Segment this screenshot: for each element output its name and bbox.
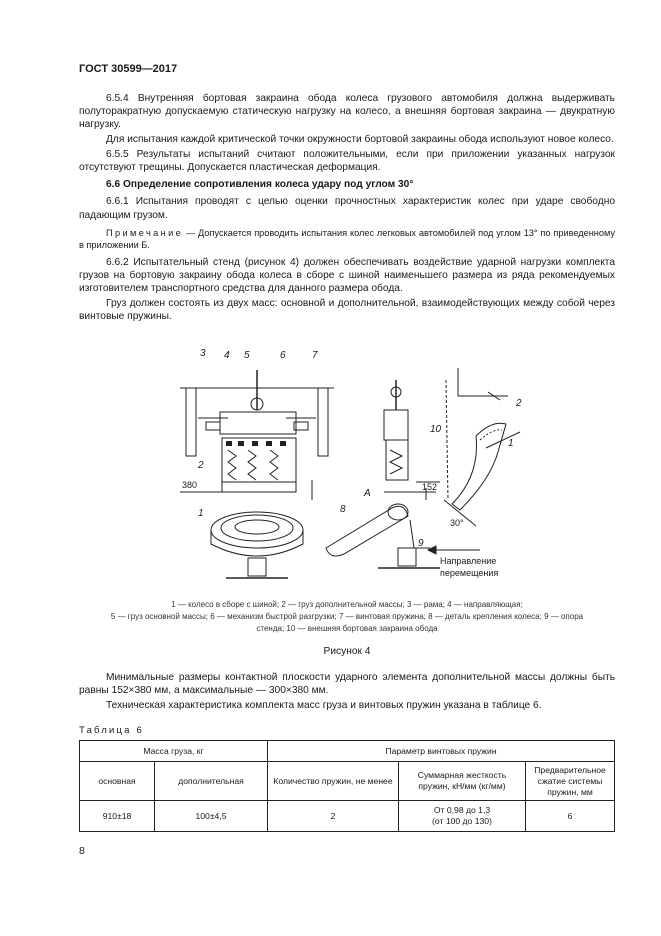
note-text: — Допускается проводить испытания колес легковых автомобилей под углом 13° по приведенному в приложении Б. <box>79 227 615 250</box>
paragraph-table-reference: Техническая характеристика комплекта масс груза и винтовых пружин указана в таблице 6. <box>106 699 542 711</box>
table-6 <box>79 740 615 832</box>
additional-mass <box>222 482 296 492</box>
direction-label-2: перемещения <box>440 568 499 578</box>
drop-mass-side <box>384 410 408 440</box>
section-heading-6-6: 6.6 Определение сопротивления колеса удару под углом 30° <box>106 179 414 191</box>
frame-right-post <box>318 388 328 456</box>
frame-left-post <box>186 388 196 456</box>
label-6: 6 <box>280 350 286 361</box>
table-header-additional: дополнительная <box>155 762 268 801</box>
table-title: Таблица 6 <box>79 725 144 736</box>
paragraph-6-6-1: 6.6.1 Испытания проводят с целью оценки прочностных характеристик колес при ударе свободно падающим грузом. <box>79 196 615 221</box>
angle-30: 30° <box>450 518 464 528</box>
wheel-stand <box>248 558 266 576</box>
label-10: 10 <box>430 424 442 435</box>
paragraph-6-6-2-continuation: Груз должен состоять из двух масс: основной и дополнительной, взаимодействующих между собой через винтовые пружины. <box>79 297 615 323</box>
figure-4-drawing <box>140 340 560 602</box>
caption-line-2: 5 — груз основной массы; 6 — механизм быстрой разгрузки; 7 — винтовая пружина; 8 — деталь крепления колеса; 9 — опора <box>110 612 584 621</box>
caption-line-1: 1 — колесо в сборе с шиной; 2 — груз дополнительной массы; 3 — рама; 4 — направляющая; <box>171 600 523 609</box>
stiffness-kgmm: (от 100 до 130) <box>432 816 492 826</box>
spring-mid <box>248 450 256 480</box>
table-header-stiffness: Суммарная жесткость пружин, кН/мм (кг/мм) <box>399 762 526 801</box>
table-header-precompression: Предварительное сжатие системы пружин, мм <box>526 762 615 801</box>
label-8: 8 <box>340 504 346 515</box>
caption-line-3: стенда; 10 — внешняя бортовая закраина обода <box>256 624 438 633</box>
figure-title: Рисунок 4 <box>323 646 371 657</box>
wheel-tire <box>211 512 303 548</box>
table-cell-stiffness <box>399 801 526 832</box>
label-4: 4 <box>224 350 230 361</box>
label-9: 9 <box>418 538 424 549</box>
test-stand-support <box>398 548 416 566</box>
table-header-spring-count: Количество пружин, не менее <box>268 762 399 801</box>
page-number: 8 <box>79 845 85 857</box>
paragraph-6-6-2: 6.6.2 Испытательный стенд (рисунок 4) должен обеспечивать воздействие ударной нагрузки комплекта грузов на бортовую закраину обода колеса в сборе с шиной наименьшего размера из ряда рекомендуемых изготовителем транспортного средства для данного размера обода. <box>79 256 615 295</box>
note <box>79 227 615 251</box>
note-label: Примечание <box>106 227 184 238</box>
section-text <box>79 92 615 325</box>
spring-left <box>228 450 236 480</box>
label-7: 7 <box>312 350 318 361</box>
angled-wheel <box>326 506 408 556</box>
spring-right <box>270 450 278 480</box>
label-5: 5 <box>244 350 250 361</box>
main-mass <box>220 412 296 434</box>
table-group-header-mass: Масса груза, кг <box>80 741 268 762</box>
label-3: 3 <box>200 348 206 359</box>
label-1-right: 1 <box>508 438 514 449</box>
rim-flange-detail <box>452 423 506 510</box>
document-header: ГОСТ 30599—2017 <box>79 63 178 75</box>
support-bracket <box>458 368 508 396</box>
paragraph-6-5-4: 6.5.4 Внутренняя бортовая закраина обода колеса грузового автомобиля должна выдерживать полуторакратную допускаемую статическую нагрузку на колесо, а внешняя бортовая закраина — двукратную нагрузку. <box>79 93 615 131</box>
paragraph-6-5-5: 6.5.5 Результаты испытаний считают положительными, если при приложении указанных нагрузок отсутствуют трещины. Допускается пластическая деформация. <box>79 148 615 174</box>
table-cell-additional: 100±4,5 <box>155 801 268 832</box>
dimension-152: 152 <box>422 482 438 492</box>
table-cell-main: 910±18 <box>80 801 155 832</box>
section-text-2 <box>79 671 615 714</box>
table-group-header-springs: Параметр винтовых пружин <box>268 741 615 762</box>
direction-label-1: Направление <box>440 556 497 566</box>
paragraph-6-5-4-continuation: Для испытания каждой критической точки окружности бортовой закраины обода используют новое колесо. <box>106 134 614 146</box>
table-cell-spring-count: 2 <box>268 801 399 832</box>
stiffness-knmm: От 0,98 до 1,3 <box>433 805 491 815</box>
guide-left <box>206 422 220 430</box>
table-cell-precompression: 6 <box>526 801 615 832</box>
paragraph-contact-dimensions: Минимальные размеры контактной плоскости ударного элемента дополнительной массы должны быть равны 152×380 мм, а максимальные — 300×380 мм. <box>79 672 615 697</box>
table-header-main: основная <box>80 762 155 801</box>
dimension-a: A <box>364 488 371 499</box>
dimension-380: 380 <box>182 480 198 490</box>
figure-caption <box>79 599 615 635</box>
label-2-right: 2 <box>516 398 522 409</box>
label-1: 1 <box>198 508 204 519</box>
label-2: 2 <box>198 460 204 471</box>
